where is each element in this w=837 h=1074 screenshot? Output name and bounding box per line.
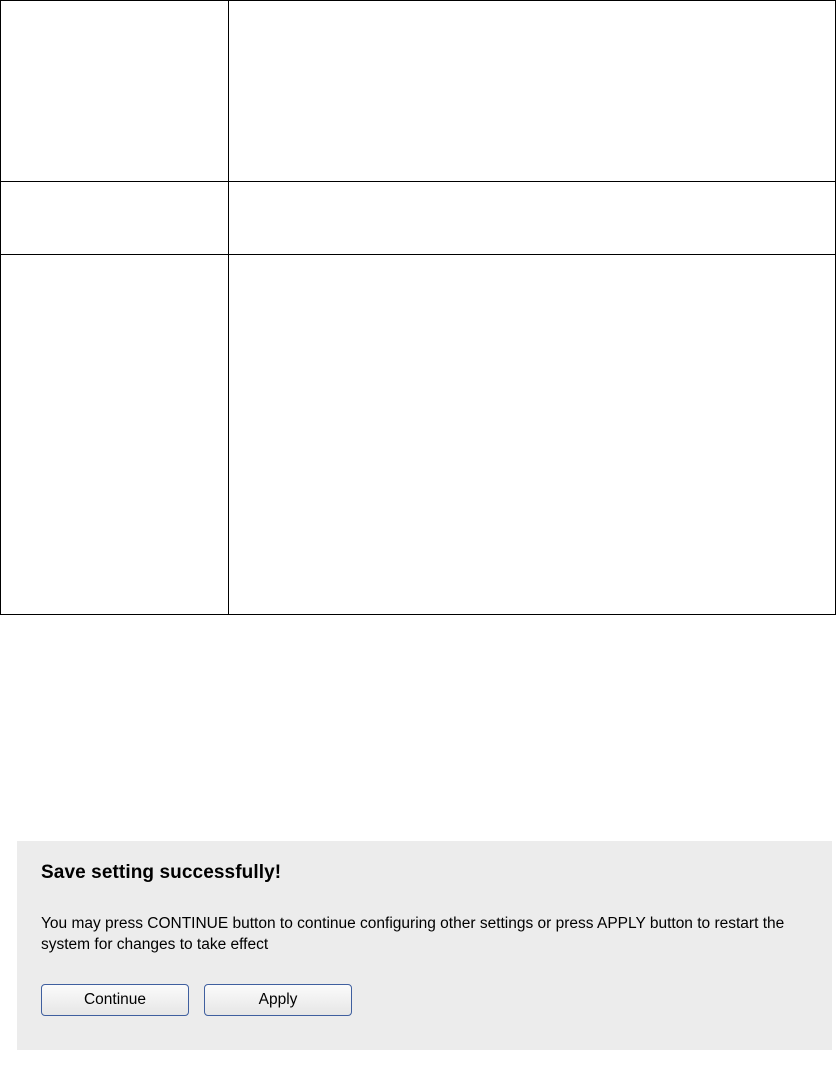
continue-button[interactable]: Continue [41, 984, 189, 1016]
table-cell [1, 182, 229, 255]
panel-title: Save setting successfully! [41, 862, 282, 883]
apply-button[interactable]: Apply [204, 984, 352, 1016]
table-cell [229, 255, 836, 615]
table-row [1, 255, 836, 615]
panel-message: You may press CONTINUE button to continue configuring other settings or press APPLY button to restart the system for changes to take effect [41, 915, 785, 953]
table-cell [1, 1, 229, 182]
table-row [1, 182, 836, 255]
table-cell [229, 182, 836, 255]
table-row [1, 1, 836, 182]
save-success-panel [17, 841, 832, 1050]
table-cell [229, 1, 836, 182]
table-cell [1, 255, 229, 615]
